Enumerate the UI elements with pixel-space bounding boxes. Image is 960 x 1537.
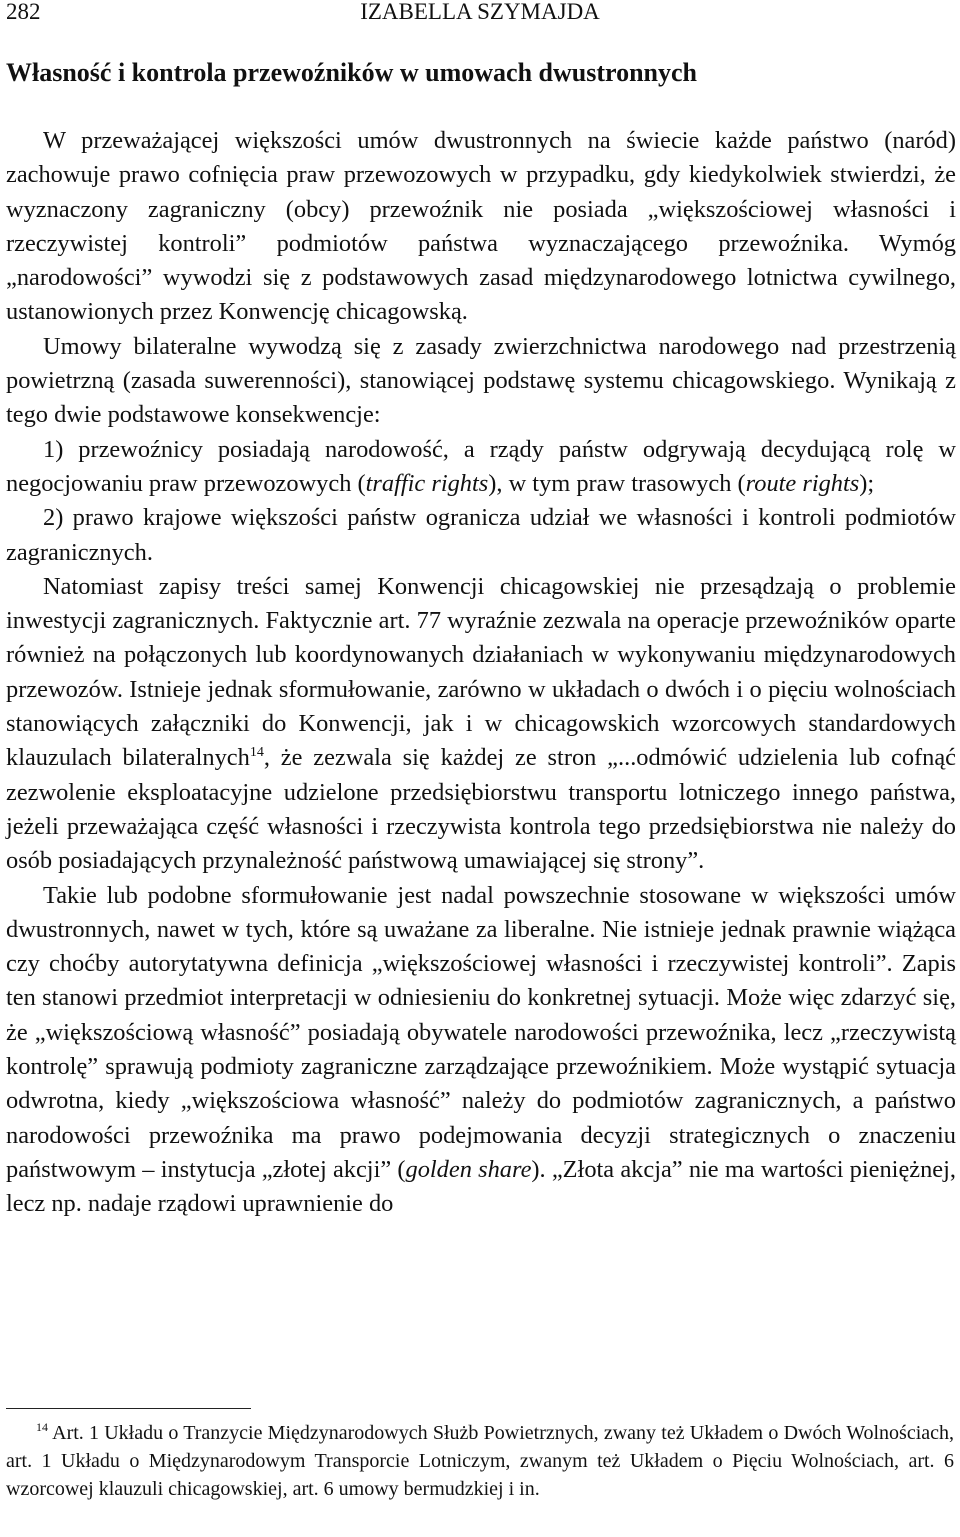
body-text xyxy=(6,124,956,1222)
footnote-divider xyxy=(6,1408,251,1409)
paragraph: Natomiast zapisy treści samej Konwencji chicagowskiej nie przesądzają o problemie inwestycji zagranicznych. Faktycznie art. 77 wyraźnie zezwala na operacje przewoźników oparte również na połączonych lub koordynowanych działaniach w wykonywaniu międzynarodowych przewozów. Istnieje jednak sformułowanie, zarówno w układach o dwóch i o pięciu wolnościach stanowiących załączniki do Konwencji, jak i w chicagowskich wzorcowych standardowych klauzulach bilateralnych$^{14}$, że zezwala się każdej ze stron „...odmówić udzielenia lub cofnąć zezwolenie eksploatacyjne udzielone przedsiębiorstwu transportu lotniczego innego państwa, jeżeli przeważająca część własności i rzeczywista kontrola tego przedsiębiorstwa nie należy do osób posiadających przynależność państwową umawiającej się strony”. xyxy=(6,572,956,875)
section-title: Własność i kontrola przewoźników w umowach dwustronnych xyxy=(6,58,698,87)
page-number: 282 xyxy=(6,0,41,24)
list-item: 2) prawo krajowe większości państw ogranicza udział we własności i kontroli podmiotów zagranicznych. xyxy=(6,504,956,566)
paragraph: W przeważającej większości umów dwustronnych na świecie każde państwo (naród) zachowuje prawo cofnięcia praw przewozowych w przypadku, gdy kiedykolwiek stwierdzi, że wyznaczony zagraniczny (obcy) przewoźnik nie posiada „większościowej własności i rzeczywistej kontroli” podmiotów państwa wyznaczającego przewoźnika. Wymóg „narodowości” wywodzi się z podstawowych zasad międzynarodowego lotnictwa cywilnego, ustanowionych przez Konwencję chicagowską. xyxy=(6,127,956,326)
footnote-text: Art. 1 Układu o Tranzycie Międzynarodowych Służb Powietrznych, zwany też Układem o Dwóch Wolnościach, art. 1 Układu o Międzynarodowym Transporcie Lotniczym, zwanym też Układem o Pięciu Wolnościach, art. 6 wzorcowej klauzuli chicagowskiej, art. 6 umowy bermudzkiej i in. xyxy=(6,1422,954,1501)
paragraph: Umowy bilateralne wywodzą się z zasady zwierzchnictwa narodowego nad przestrzenią powietrzną (zasada suwerenności), stanowiącej podstawę systemu chicagowskiego. Wynikają z tego dwie podstawowe konsekwencje: xyxy=(6,332,956,429)
page-header xyxy=(6,0,954,34)
list-item: 1) przewoźnicy posiadają narodowość, a rządy państw odgrywają decydującą rolę w negocjowaniu praw przewozowych (traffic rights), w tym praw trasowych (route rights); xyxy=(6,435,956,497)
footnote-number: 14 xyxy=(36,1420,48,1434)
footnote-ref: 14 xyxy=(249,745,264,761)
paragraph: Takie lub podobne sformułowanie jest nadal powszechnie stosowane w większości umów dwustronnych, nawet w tych, które są uważane za liberalne. Nie istnieje jednak prawnie wiążąca czy choćby autorytatywna definicja „większościowej własności i rzeczywistej kontroli”. Zapis ten stanowi przedmiot interpretacji w odniesieniu do konkretnej sytuacji. Może więc zdarzyć się, że „większościową własność” posiadają obywatele narodowości przewoźnika, lecz „rzeczywistą kontrolę” sprawują podmioty zagraniczne zarządzające przewoźnikiem. Może wystąpić sytuacja odwrotna, kiedy „większościowa własność” należy do podmiotów zagranicznych, a państwo narodowości przewoźnika ma prawo podejmowania decyzji strategicznych o znaczeniu państwowym – instytucja „złotej akcji” (golden share). „Złota akcja” nie ma wartości pieniężnej, lecz np. nadaje rządowi uprawnienie do xyxy=(6,881,956,1218)
footnote xyxy=(6,1419,954,1504)
running-head: IZABELLA SZYMAJDA xyxy=(360,0,600,24)
